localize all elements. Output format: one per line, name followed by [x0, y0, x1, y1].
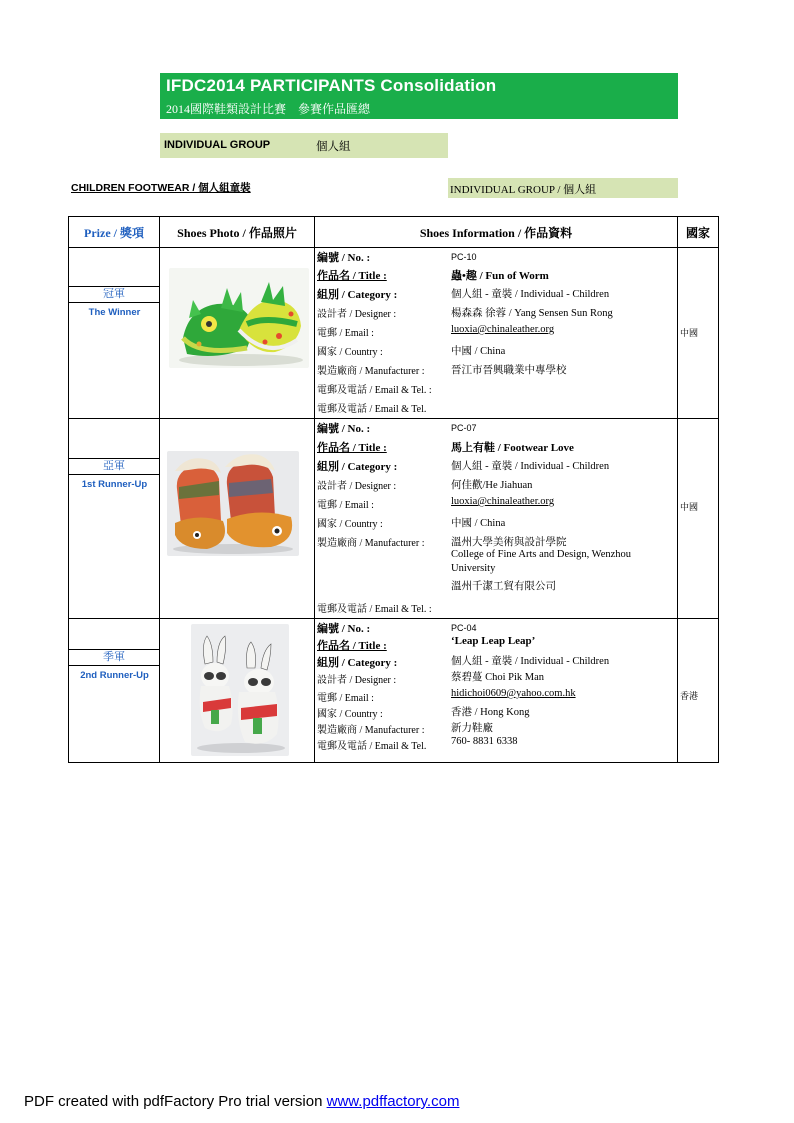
prize-subtitle: The Winner	[88, 307, 141, 318]
value-no: PC-04	[451, 623, 477, 633]
header-country: 國家	[678, 217, 719, 248]
label-email-tel: 電郵及電話 / Email & Tel.	[317, 404, 427, 415]
category-group-text: INDIVIDUAL GROUP / 個人組	[450, 184, 597, 196]
page-title: IFDC2014 PARTICIPANTS Consolidation	[166, 76, 497, 95]
prize-title: 冠軍	[69, 286, 160, 303]
group-label-zh: 個人組	[316, 141, 351, 153]
value-title: ‘Leap Leap Leap’	[451, 635, 536, 647]
results-table	[68, 216, 719, 763]
shoe-photo-worm	[169, 268, 309, 368]
label-country: 國家 / Country :	[317, 347, 383, 358]
prize-cell	[69, 619, 160, 763]
prize-title: 亞軍	[69, 458, 160, 475]
country-value: 中國	[680, 502, 699, 512]
prize-title: 季軍	[69, 649, 160, 666]
header-info: Shoes Information / 作品資料	[315, 217, 678, 248]
label-email-tel: 電郵及電話 / Email & Tel. :	[317, 604, 432, 615]
photo-cell	[160, 619, 315, 763]
value-manufacturer-line4: 溫州千潔工貿有限公司	[451, 581, 556, 592]
value-category: 個人組 - 童裝 / Individual - Children	[451, 461, 610, 472]
group-label-en: INDIVIDUAL GROUP	[164, 139, 271, 151]
label-no: 編號 / No. :	[317, 623, 371, 635]
label-manufacturer: 製造廠商 / Manufacturer :	[317, 366, 425, 377]
shoe-photo-horse	[167, 451, 299, 556]
label-country: 國家 / Country :	[317, 709, 383, 720]
table-header-row	[69, 217, 719, 248]
label-designer: 設計者 / Designer :	[317, 481, 397, 492]
label-manufacturer: 製造廠商 / Manufacturer :	[317, 725, 425, 736]
footer-link[interactable]: www.pdffactory.com	[326, 1093, 460, 1110]
category-heading: CHILDREN FOOTWEAR / 個人組童裝	[71, 182, 251, 194]
value-country: 中國 / China	[451, 518, 506, 529]
label-designer: 設計者 / Designer :	[317, 675, 397, 686]
label-category: 組別 / Category :	[317, 657, 398, 669]
label-category: 組別 / Category :	[317, 461, 398, 473]
value-manufacturer: 晉江市晉興職業中專學校	[451, 365, 567, 376]
table-row	[69, 619, 719, 763]
label-title: 作品名 / Title :	[317, 442, 387, 454]
info-cell	[315, 419, 678, 619]
country-cell	[678, 419, 719, 619]
country-cell	[678, 619, 719, 763]
value-category: 個人組 - 童裝 / Individual - Children	[451, 289, 610, 300]
prize-subtitle: 1st Runner-Up	[81, 479, 148, 490]
group-label	[160, 133, 448, 158]
email-link[interactable]: luoxia@chinaleather.org	[451, 324, 555, 335]
label-category: 組別 / Category :	[317, 289, 398, 301]
table-row	[69, 248, 719, 419]
value-country: 香港 / Hong Kong	[451, 707, 530, 718]
title-banner	[160, 73, 678, 119]
header-prize: Prize / 獎項	[69, 217, 160, 248]
value-no: PC-07	[451, 423, 477, 433]
value-country: 中國 / China	[451, 346, 506, 357]
header-photo: Shoes Photo / 作品照片	[160, 217, 315, 248]
email-link[interactable]: hidichoi0609@yahoo.com.hk	[451, 688, 576, 699]
photo-cell	[160, 419, 315, 619]
page-subtitle: 2014國際鞋類設計比賽 參賽作品匯總	[166, 102, 371, 116]
shoe-photo-rabbit	[191, 624, 289, 756]
value-designer: 何佳歡/He Jiahuan	[451, 480, 533, 491]
country-cell	[678, 248, 719, 419]
value-no: PC-10	[451, 252, 477, 262]
label-email-tel: 電郵及電話 / Email & Tel.	[317, 741, 427, 752]
label-designer: 設計者 / Designer :	[317, 309, 397, 320]
footer-text: PDF created with pdfFactory Pro trial version	[24, 1093, 327, 1110]
prize-cell	[69, 419, 160, 619]
info-cell	[315, 248, 678, 419]
label-country: 國家 / Country :	[317, 519, 383, 530]
value-designer: 蔡碧蔓 Choi Pik Man	[451, 672, 545, 683]
value-manufacturer: 溫州大學美術與設計學院	[451, 537, 567, 548]
email-link[interactable]: luoxia@chinaleather.org	[451, 496, 555, 507]
prize-subtitle: 2nd Runner-Up	[80, 670, 149, 681]
photo-cell	[160, 248, 315, 419]
value-manufacturer-line3: University	[451, 563, 496, 574]
country-value: 香港	[680, 691, 699, 701]
value-email-tel: 760- 8831 6338	[451, 736, 518, 747]
value-category: 個人組 - 童裝 / Individual - Children	[451, 656, 610, 667]
label-email: 電郵 / Email :	[317, 500, 374, 511]
label-no: 編號 / No. :	[317, 423, 371, 435]
label-title: 作品名 / Title :	[317, 640, 387, 652]
label-title: 作品名 / Title :	[317, 270, 387, 282]
label-email-tel: 電郵及電話 / Email & Tel. :	[317, 385, 432, 396]
label-manufacturer: 製造廠商 / Manufacturer :	[317, 538, 425, 549]
value-manufacturer: 新力鞋廠	[451, 723, 493, 734]
value-title: 馬上有鞋 / Footwear Love	[451, 442, 574, 454]
value-title: 蟲•趣 / Fun of Worm	[451, 270, 549, 282]
label-email: 電郵 / Email :	[317, 328, 374, 339]
pdf-footer	[24, 1093, 459, 1110]
info-cell	[315, 619, 678, 763]
label-email: 電郵 / Email :	[317, 693, 374, 704]
label-no: 編號 / No. :	[317, 252, 371, 264]
table-row	[69, 419, 719, 619]
prize-cell	[69, 248, 160, 419]
category-group-box	[448, 178, 678, 198]
country-value: 中國	[680, 328, 699, 338]
value-manufacturer-line2: College of Fine Arts and Design, Wenzhou	[451, 549, 632, 560]
value-designer: 楊森森 徐蓉 / Yang Sensen Sun Rong	[451, 308, 613, 319]
